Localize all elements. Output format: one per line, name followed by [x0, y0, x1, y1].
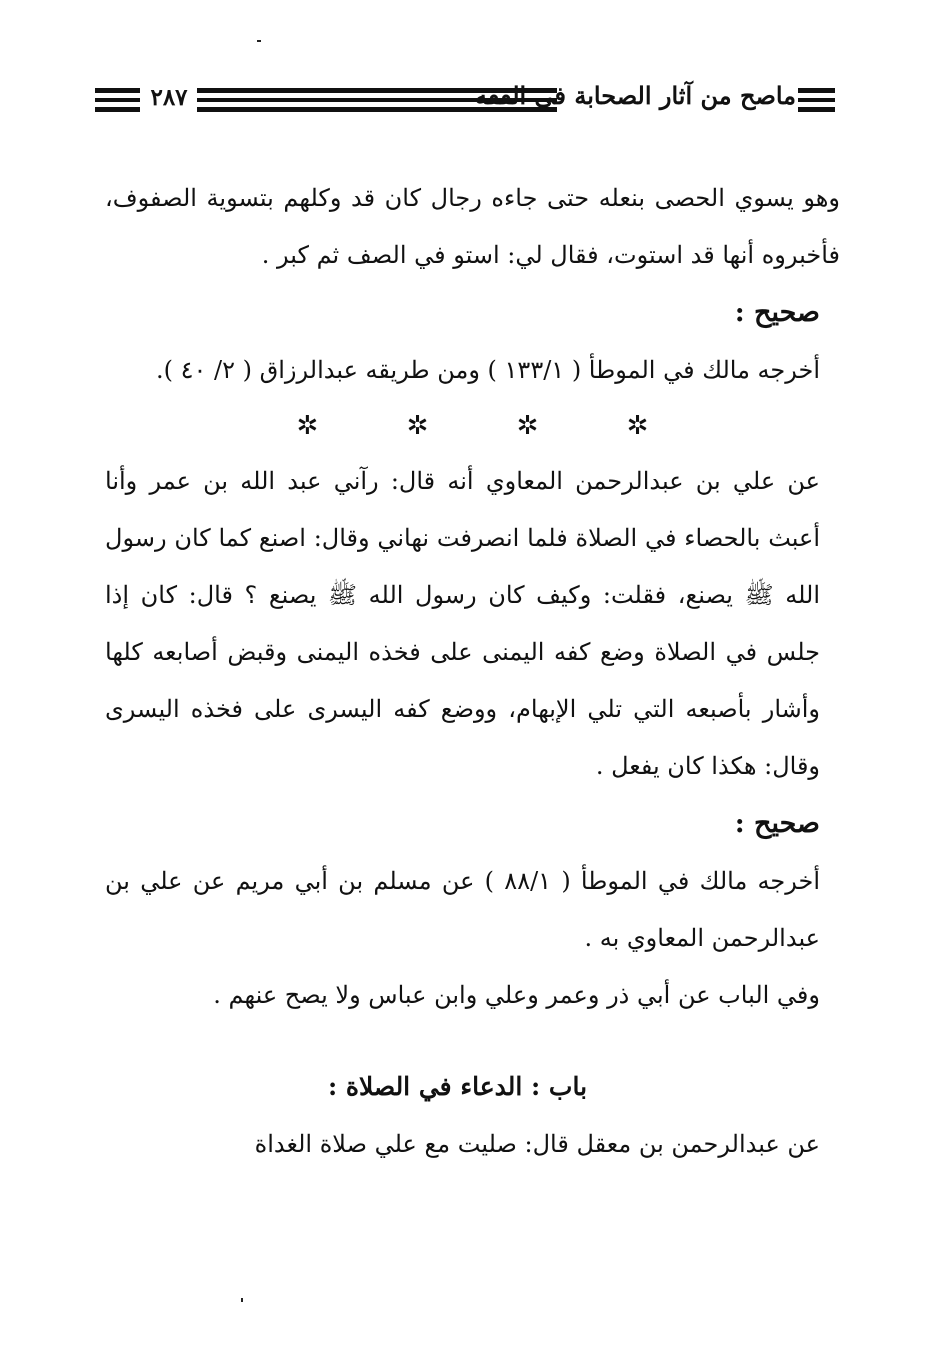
chapter-heading: باب : الدعاء في الصلاة : — [327, 1072, 588, 1101]
takhrij-paragraph: أخرجه مالك في الموطأ ( ٨٨/١ ) عن مسلم بن أبي مريم عن علي بن عبدالرحمن المعاوي به . — [105, 867, 821, 952]
section-separator-stars: ✲ ✲ ✲ ✲ — [296, 411, 689, 441]
page-header — [95, 72, 835, 122]
running-title: ماصح من آثار الصحابة في الفقه — [475, 81, 796, 110]
page-body — [105, 170, 840, 1173]
grading-label: صحيح : — [734, 297, 820, 328]
takhrij-paragraph: أخرجه مالك في الموطأ ( ١٣٣/١ ) ومن طريقه عبدالرزاق ( ٢/ ٤٠ ). — [156, 356, 820, 384]
note-paragraph: وفي الباب عن أبي ذر وعمر وعلي وابن عباس ولا يصح عنهم . — [213, 981, 820, 1009]
page-number: ٢٨٧ — [150, 84, 188, 111]
narration-paragraph: عن عبدالرحمن بن معقل قال: صليت مع علي صلاة الغداة — [254, 1130, 820, 1158]
scan-speck — [241, 1298, 243, 1302]
header-rule-left — [95, 88, 140, 117]
scan-speck — [257, 40, 261, 42]
narration-paragraph: عن علي بن عبدالرحمن المعاوي أنه قال: رآني عبد الله بن عمر وأنا أعبث بالحصاء في الصلاة فلما انصرفت نهاني وقال: اصنع كما كان رسول الله ﷺ يصنع، فقلت: وكيف كان رسول الله ﷺ يصنع ؟ قال: كان إذا جلس في الصلاة وضع كفه اليمنى على فخذه اليمنى وقبض أصابعه كلها وأشار بأصبعه التي تلي الإبهام، ووضع كفه اليسرى على فخذه اليسرى وقال: هكذا كان يفعل . — [105, 467, 821, 780]
paragraph-continuation: وهو يسوي الحصى بنعله حتى جاءه رجال كان قد وكلهم بتسوية الصفوف، فأخبروه أنها قد استوت، فقال لي: استو في الصف ثم كبر . — [105, 184, 840, 269]
grading-label: صحيح : — [734, 808, 820, 839]
header-rule-right — [798, 88, 835, 117]
